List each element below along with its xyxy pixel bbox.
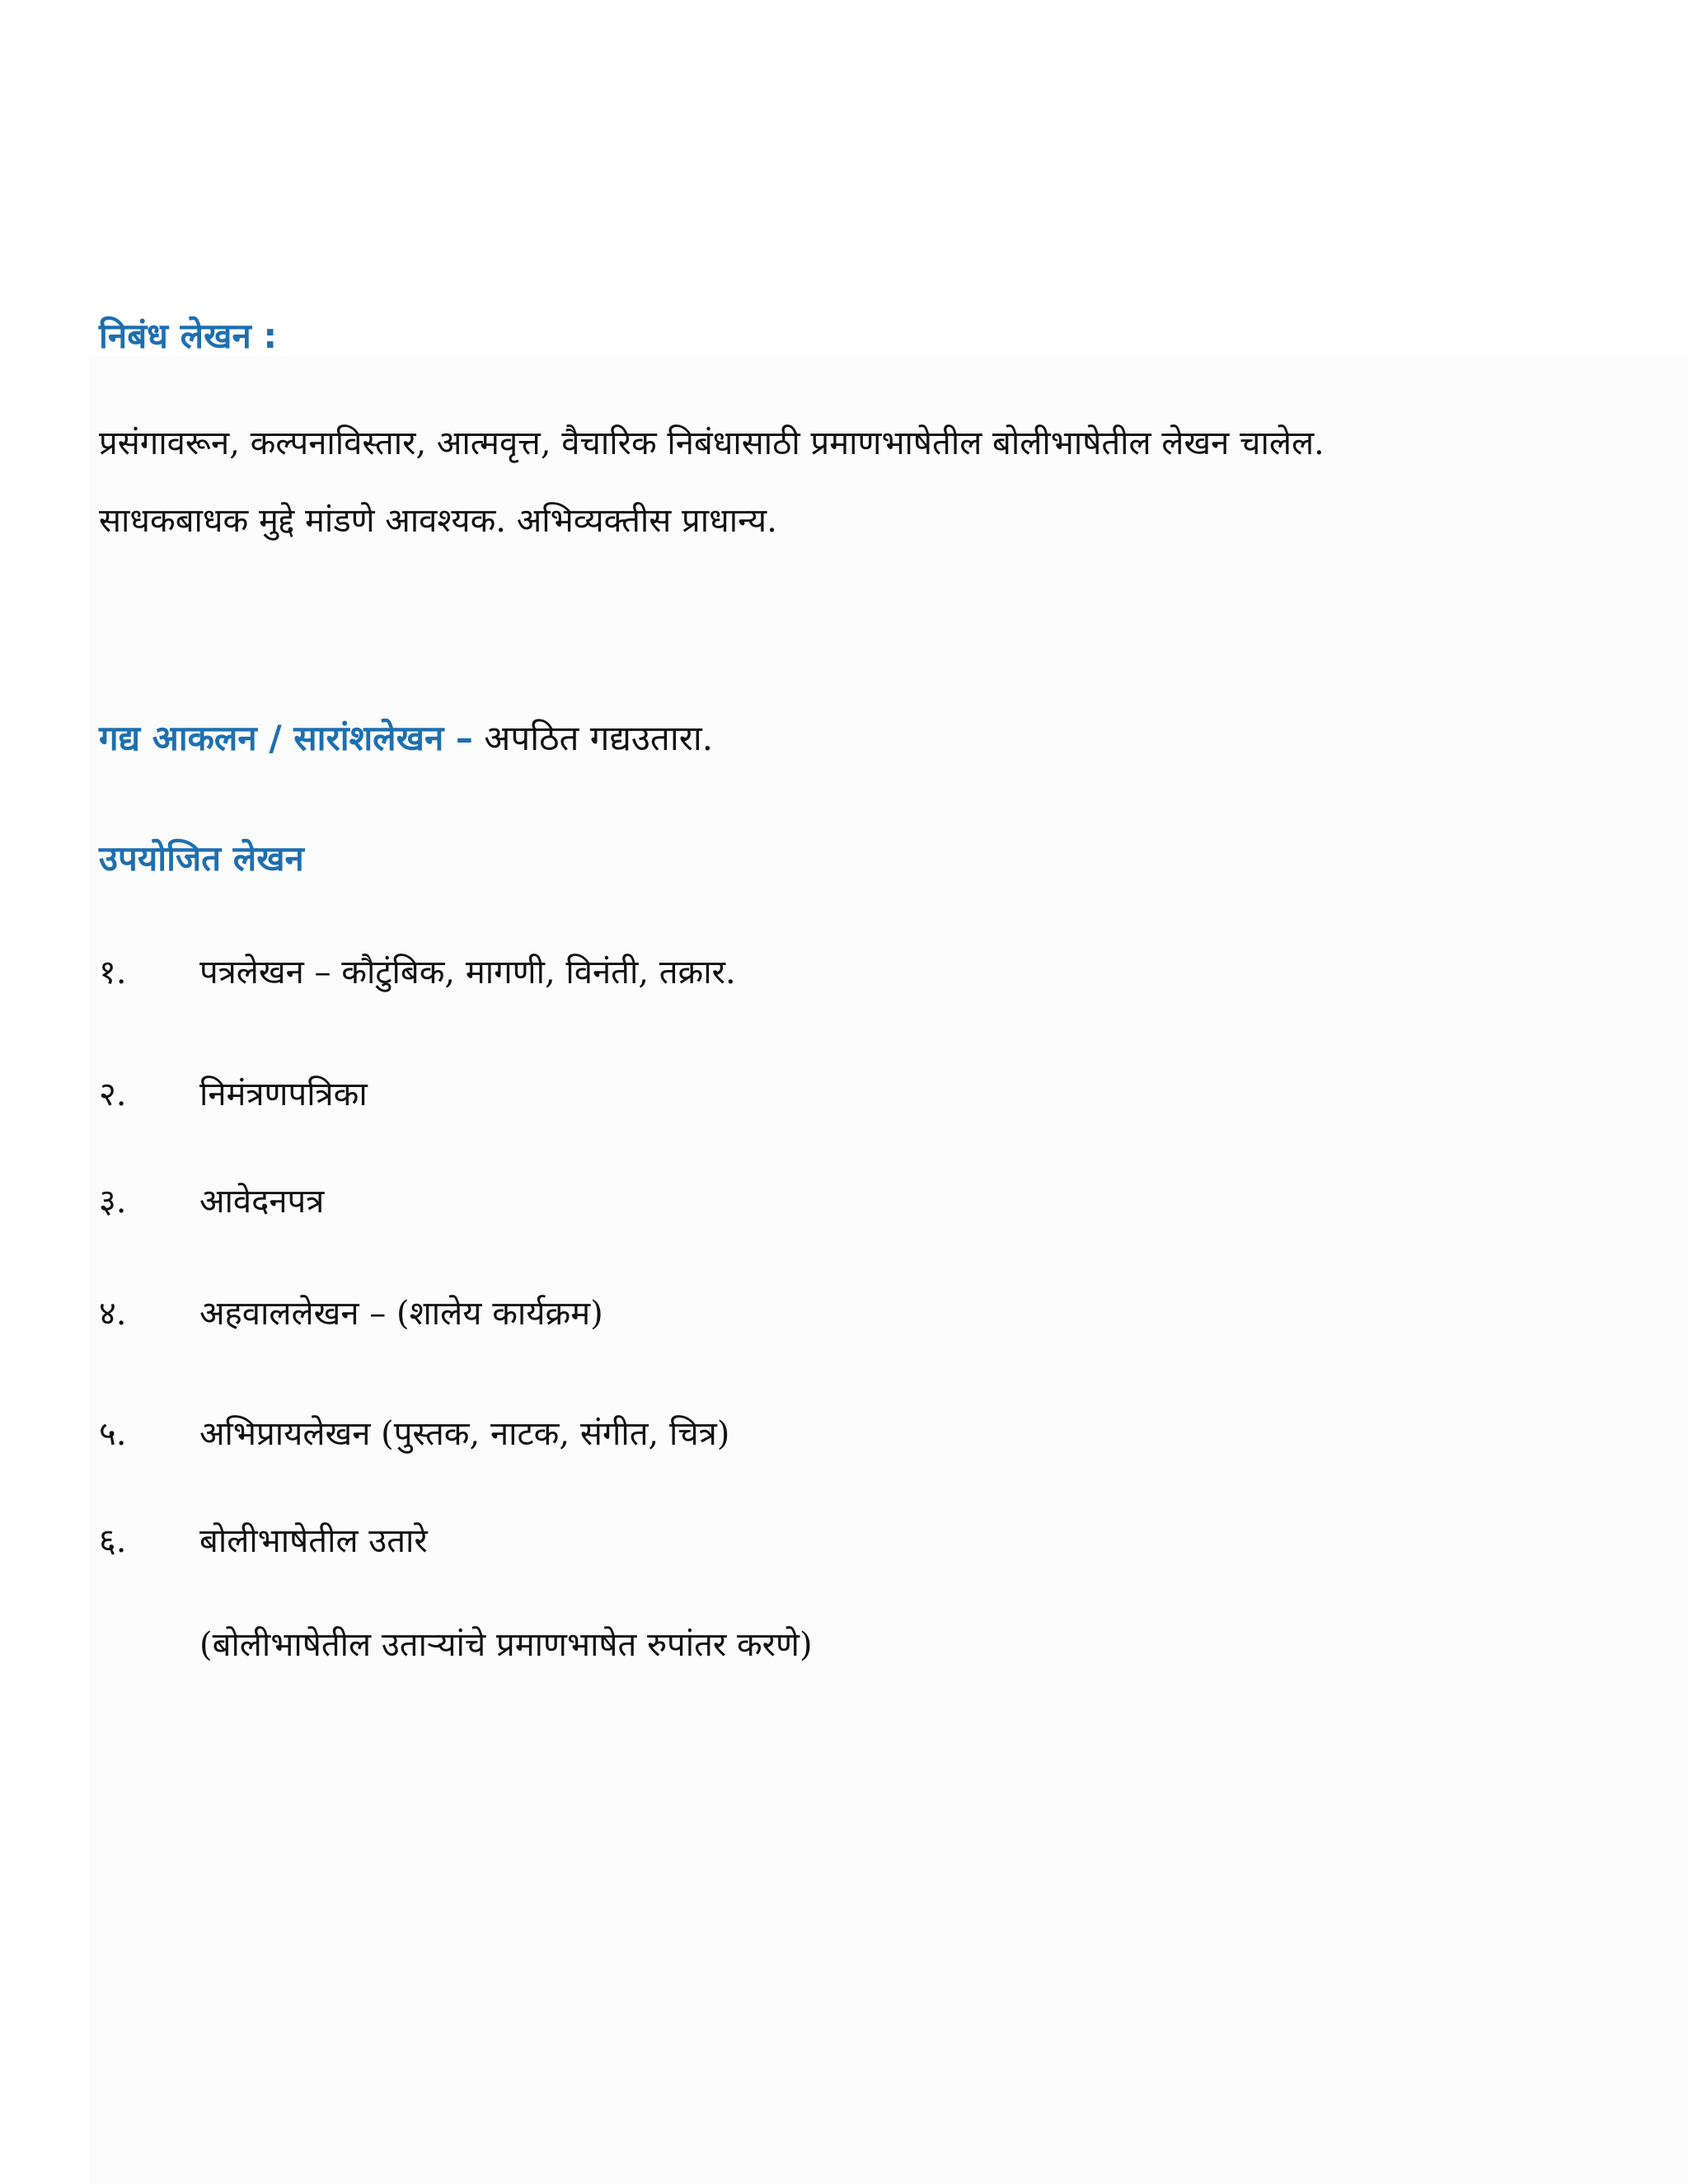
essay-writing-heading: निबंध लेखन : <box>99 316 278 356</box>
list-item <box>99 1177 324 1222</box>
prose-comprehension-heading <box>99 714 713 761</box>
prose-comprehension-detail: अपठित गद्यउतारा. <box>472 718 714 758</box>
list-item-number: २. <box>99 1076 127 1113</box>
list-item-text: निमंत्रणपत्रिका <box>199 1076 368 1113</box>
list-item-text: बोलीभाषेतील उतारे <box>199 1522 428 1560</box>
list-item <box>99 948 736 993</box>
list-item <box>99 1409 729 1455</box>
list-item-text: अभिप्रायलेखन (पुस्तक, नाटक, संगीत, चित्र) <box>199 1415 730 1453</box>
list-item-number: ६. <box>99 1522 127 1560</box>
list-item-text: पत्रलेखन – कौटुंबिक, मागणी, विनंती, तक्रार. <box>199 954 736 991</box>
list-item-number: ५. <box>99 1415 127 1453</box>
essay-description-line-2: साधकबाधक मुद्दे मांडणे आवश्यक. अभिव्यक्तीस प्राधान्य. <box>99 502 777 540</box>
essay-description-line-1: प्रसंगावरून, कल्पनाविस्तार, आत्मवृत्त, वैचारिक निबंधासाठी प्रमाणभाषेतील बोलीभाषेतील लेखन चालेल. <box>99 424 1325 462</box>
list-item <box>99 1516 428 1562</box>
list-item-number: १. <box>99 954 127 991</box>
list-item <box>99 1289 603 1334</box>
list-item <box>99 1070 368 1115</box>
list-item-text: आवेदनपत्र <box>199 1183 325 1221</box>
list-item-text: अहवाललेखन – (शालेय कार्यक्रम) <box>199 1295 603 1333</box>
prose-comprehension-label: गद्य आकलन / सारांशलेखन – <box>99 718 473 758</box>
applied-writing-heading: उपयोजित लेखन <box>99 838 304 879</box>
list-item-number: ४. <box>99 1295 127 1333</box>
list-item-note: (बोलीभाषेतील उताऱ्यांचे प्रमाणभाषेत रुपांतर करणे) <box>199 1626 813 1664</box>
list-item-number: ३. <box>99 1183 127 1221</box>
page-background-panel <box>89 356 1688 2184</box>
